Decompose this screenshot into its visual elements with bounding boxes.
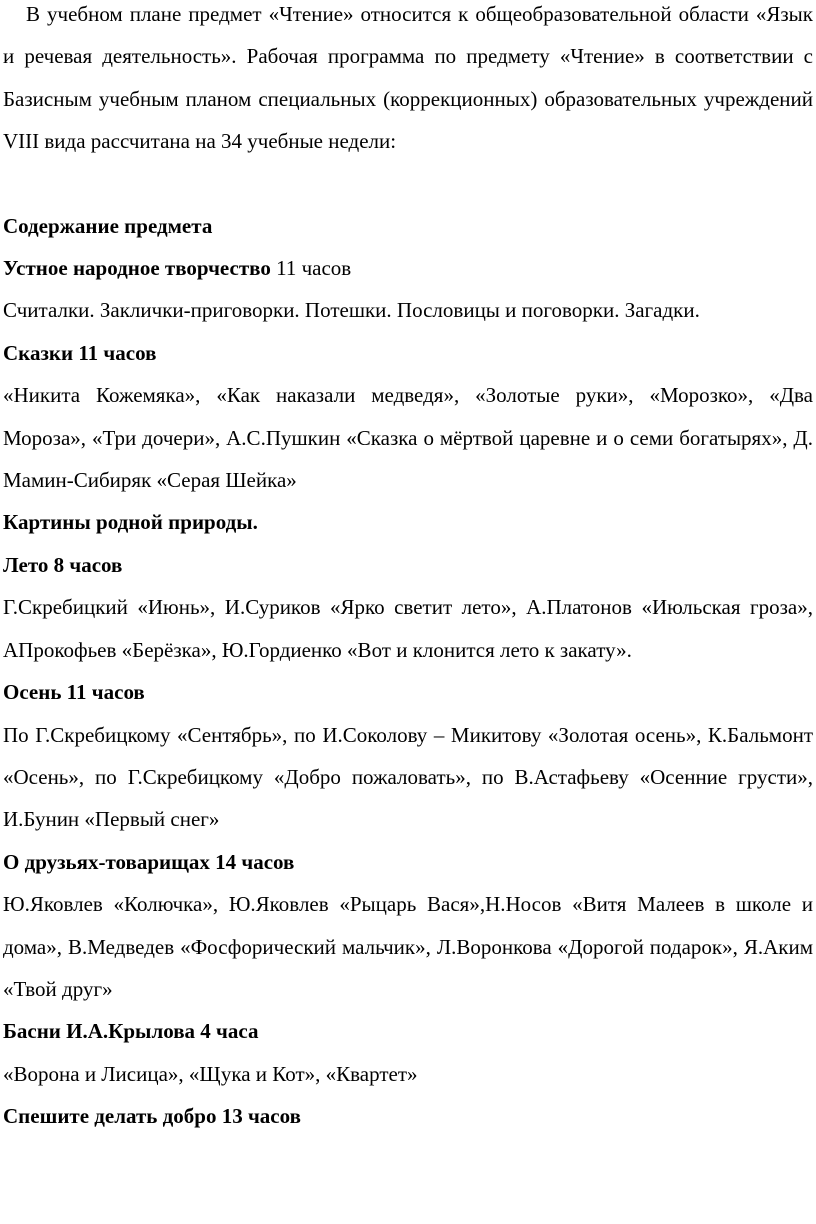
blank-line <box>3 163 813 205</box>
friends-heading: О друзьях-товарищах 14 часов <box>3 849 295 874</box>
summer-heading: Лето 8 часов <box>3 552 123 577</box>
content-heading: Содержание предмета <box>3 213 213 238</box>
fables-text: «Ворона и Лисица», «Щука и Кот», «Квартет» <box>3 1061 418 1086</box>
document-page <box>3 0 813 1138</box>
summer-text: Г.Скребицкий «Июнь», И.Суриков «Ярко светит лето», А.Платонов «Июльская гроза», АПрокофьев «Берёзка», Ю.Гордиенко «Вот и клонится лето к закату». <box>3 595 813 662</box>
nature-heading: Картины родной природы. <box>3 510 258 535</box>
folk-title: Устное народное творчество <box>3 256 271 281</box>
folk-text: Считалки. Заклички-приговорки. Потешки. Пословицы и поговорки. Загадки. <box>3 298 700 323</box>
folk-hours: 11 часов <box>270 256 352 281</box>
tales-text: «Никита Кожемяка», «Как наказали медведя», «Золотые руки», «Морозко», «Два Мороза», «Три дочери», А.С.Пушкин «Сказка о мёртвой царевне и о семи богатырях», Д. Мамин-Сибиряк «Серая Шейка» <box>3 383 813 493</box>
tales-heading: Сказки 11 часов <box>3 340 157 365</box>
folk-section-heading <box>3 247 813 289</box>
kindness-heading: Спешите делать добро 13 часов <box>3 1104 301 1129</box>
autumn-text: По Г.Скребицкому «Сентябрь», по И.Соколову – Микитову «Золотая осень», К.Бальмонт «Осень», по Г.Скребицкому «Добро пожаловать», по В.Астафьеву «Осенние грусти», И.Бунин «Первый снег» <box>3 722 813 832</box>
autumn-heading: Осень 11 часов <box>3 680 145 705</box>
fables-heading: Басни И.А.Крылова 4 часа <box>3 1019 259 1044</box>
friends-text: Ю.Яковлев «Колючка», Ю.Яковлев «Рыцарь Вася»,Н.Носов «Витя Малеев в школе и дома», В.Медведев «Фосфорический мальчик», Л.Воронкова «Дорогой подарок», Я.Аким «Твой друг» <box>3 892 813 1001</box>
intro-paragraph: В учебном плане предмет «Чтение» относится к общеобразовательной области «Язык и речевая деятельность». Рабочая программа по предмету «Чтение» в соответствии с Базисным учебным планом специальных (коррекционных) образовательных учреждений VIII вида рассчитана на 34 учебные недели: <box>3 2 813 154</box>
